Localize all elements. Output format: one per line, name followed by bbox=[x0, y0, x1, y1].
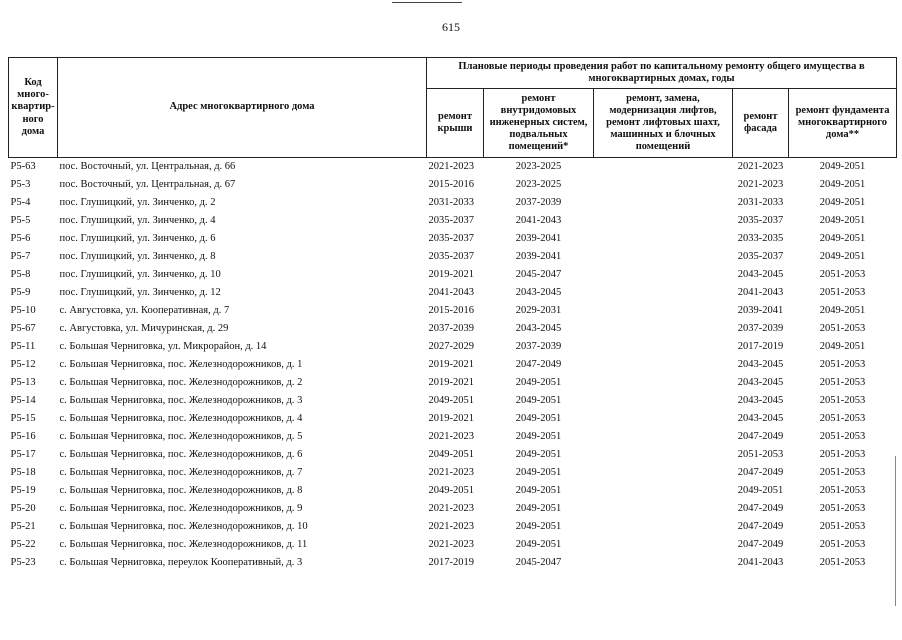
cell-address: пос. Глушицкий, ул. Зинченко, д. 2 bbox=[59, 196, 216, 208]
cell-lifts bbox=[594, 536, 733, 554]
cell-foundation: 2051-2053 bbox=[819, 466, 866, 478]
cell-roof: 2019-2021 bbox=[428, 376, 474, 388]
cell-facade: 2043-2045 bbox=[737, 376, 784, 388]
cell-code: Р5-63 bbox=[10, 160, 36, 172]
cell-lifts bbox=[594, 176, 733, 194]
cell-code: Р5-6 bbox=[10, 232, 31, 244]
cell-foundation: 2051-2053 bbox=[819, 394, 866, 406]
cell-roof: 2019-2021 bbox=[428, 268, 474, 280]
cell-address: с. Большая Черниговка, пос. Железнодорожников, д. 1 bbox=[59, 358, 303, 370]
cell-code: Р5-9 bbox=[10, 286, 31, 298]
cell-facade: 2049-2051 bbox=[737, 484, 784, 496]
cell-lifts bbox=[594, 428, 733, 446]
table-row bbox=[9, 302, 897, 320]
header-systems: ремонт внутридомовых инженерных систем, подвальных помещений* bbox=[484, 89, 594, 158]
cell-roof: 2021-2023 bbox=[428, 466, 474, 478]
cell-foundation: 2051-2053 bbox=[819, 502, 866, 514]
table-row bbox=[9, 464, 897, 482]
cell-systems: 2049-2051 bbox=[515, 538, 562, 550]
cell-lifts bbox=[594, 374, 733, 392]
cell-address: пос. Глушицкий, ул. Зинченко, д. 10 bbox=[59, 268, 221, 280]
cell-foundation: 2049-2051 bbox=[819, 340, 866, 352]
cell-foundation: 2049-2051 bbox=[819, 160, 866, 172]
table-row bbox=[9, 266, 897, 284]
cell-code: Р5-13 bbox=[10, 376, 36, 388]
cell-foundation: 2051-2053 bbox=[819, 286, 866, 298]
cell-facade: 2041-2043 bbox=[737, 556, 784, 568]
cell-foundation: 2051-2053 bbox=[819, 412, 866, 424]
cell-lifts bbox=[594, 158, 733, 177]
table-row bbox=[9, 248, 897, 266]
cell-code: Р5-7 bbox=[10, 250, 31, 262]
cell-systems: 2023-2025 bbox=[515, 178, 562, 190]
table-row bbox=[9, 176, 897, 194]
cell-roof: 2031-2033 bbox=[428, 196, 474, 208]
cell-roof: 2021-2023 bbox=[428, 520, 474, 532]
table-row bbox=[9, 320, 897, 338]
cell-foundation: 2049-2051 bbox=[819, 304, 866, 316]
header-code: Код много-квартир-ного дома bbox=[9, 58, 58, 158]
cell-systems: 2049-2051 bbox=[515, 430, 562, 442]
header-foundation: ремонт фундамента многоквартирного дома** bbox=[789, 89, 897, 158]
cell-systems: 2049-2051 bbox=[515, 466, 562, 478]
cell-roof: 2027-2029 bbox=[428, 340, 474, 352]
cell-lifts bbox=[594, 194, 733, 212]
table-body bbox=[9, 158, 897, 573]
cell-lifts bbox=[594, 518, 733, 536]
cell-roof: 2035-2037 bbox=[428, 214, 474, 226]
table-row bbox=[9, 374, 897, 392]
cell-foundation: 2051-2053 bbox=[819, 556, 866, 568]
cell-facade: 2037-2039 bbox=[737, 322, 784, 334]
table-row bbox=[9, 518, 897, 536]
cell-roof: 2021-2023 bbox=[428, 430, 474, 442]
table-row bbox=[9, 536, 897, 554]
cell-roof: 2019-2021 bbox=[428, 412, 474, 424]
cell-roof: 2037-2039 bbox=[428, 322, 474, 334]
table-row bbox=[9, 284, 897, 302]
table-row bbox=[9, 194, 897, 212]
cell-code: Р5-22 bbox=[10, 538, 36, 550]
cell-lifts bbox=[594, 248, 733, 266]
cell-lifts bbox=[594, 320, 733, 338]
cell-roof: 2021-2023 bbox=[428, 502, 474, 514]
cell-systems: 2047-2049 bbox=[515, 358, 562, 370]
cell-address: с. Большая Черниговка, пос. Железнодорожников, д. 10 bbox=[59, 520, 308, 532]
cell-roof: 2021-2023 bbox=[428, 538, 474, 550]
cell-lifts bbox=[594, 212, 733, 230]
cell-roof: 2035-2037 bbox=[428, 250, 474, 262]
table-row bbox=[9, 446, 897, 464]
cell-foundation: 2051-2053 bbox=[819, 358, 866, 370]
cell-roof: 2049-2051 bbox=[428, 394, 474, 406]
cell-roof: 2015-2016 bbox=[428, 304, 474, 316]
cell-address: с. Большая Черниговка, переулок Кооперативный, д. 3 bbox=[59, 556, 303, 568]
cell-systems: 2037-2039 bbox=[515, 196, 562, 208]
cell-systems: 2039-2041 bbox=[515, 232, 562, 244]
table-row bbox=[9, 500, 897, 518]
cell-facade: 2047-2049 bbox=[737, 430, 784, 442]
cell-facade: 2035-2037 bbox=[737, 214, 784, 226]
cell-roof: 2049-2051 bbox=[428, 448, 474, 460]
cell-code: Р5-12 bbox=[10, 358, 36, 370]
cell-address: с. Августовка, ул. Мичуринская, д. 29 bbox=[59, 322, 229, 334]
cell-code: Р5-11 bbox=[10, 340, 36, 352]
table-row bbox=[9, 230, 897, 248]
cell-systems: 2037-2039 bbox=[515, 340, 562, 352]
cell-foundation: 2051-2053 bbox=[819, 322, 866, 334]
cell-foundation: 2049-2051 bbox=[819, 214, 866, 226]
cell-roof: 2041-2043 bbox=[428, 286, 474, 298]
cell-lifts bbox=[594, 392, 733, 410]
cell-systems: 2029-2031 bbox=[515, 304, 562, 316]
cell-foundation: 2049-2051 bbox=[819, 178, 866, 190]
cell-address: с. Большая Черниговка, пос. Железнодорожников, д. 4 bbox=[59, 412, 303, 424]
cell-facade: 2043-2045 bbox=[737, 412, 784, 424]
cell-code: Р5-10 bbox=[10, 304, 36, 316]
top-rule bbox=[392, 2, 462, 3]
table-row bbox=[9, 428, 897, 446]
cell-lifts bbox=[594, 554, 733, 572]
cell-code: Р5-8 bbox=[10, 268, 31, 280]
cell-address: с. Августовка, ул. Кооперативная, д. 7 bbox=[59, 304, 230, 316]
cell-lifts bbox=[594, 356, 733, 374]
cell-code: Р5-4 bbox=[10, 196, 31, 208]
cell-facade: 2033-2035 bbox=[737, 232, 784, 244]
cell-systems: 2049-2051 bbox=[515, 376, 562, 388]
cell-code: Р5-16 bbox=[10, 430, 36, 442]
header-work-periods: Плановые периоды проведения работ по капитальному ремонту общего имущества в многоквартирных домах, годы bbox=[427, 58, 897, 89]
table-row bbox=[9, 356, 897, 374]
cell-address: пос. Глушицкий, ул. Зинченко, д. 8 bbox=[59, 250, 216, 262]
cell-roof: 2019-2021 bbox=[428, 358, 474, 370]
cell-facade: 2043-2045 bbox=[737, 394, 784, 406]
cell-lifts bbox=[594, 500, 733, 518]
cell-facade: 2039-2041 bbox=[737, 304, 784, 316]
cell-facade: 2043-2045 bbox=[737, 268, 784, 280]
cell-roof: 2049-2051 bbox=[428, 484, 474, 496]
cell-roof: 2017-2019 bbox=[428, 556, 474, 568]
cell-roof: 2015-2016 bbox=[428, 178, 474, 190]
cell-foundation: 2051-2053 bbox=[819, 268, 866, 280]
cell-lifts bbox=[594, 410, 733, 428]
cell-address: пос. Восточный, ул. Центральная, д. 66 bbox=[59, 160, 236, 172]
cell-code: Р5-17 bbox=[10, 448, 36, 460]
cell-foundation: 2051-2053 bbox=[819, 430, 866, 442]
cell-foundation: 2049-2051 bbox=[819, 250, 866, 262]
cell-systems: 2043-2045 bbox=[515, 286, 562, 298]
cell-lifts bbox=[594, 446, 733, 464]
scan-edge-mark bbox=[895, 456, 896, 606]
cell-address: пос. Глушицкий, ул. Зинченко, д. 4 bbox=[59, 214, 216, 226]
cell-code: Р5-14 bbox=[10, 394, 36, 406]
cell-address: с. Большая Черниговка, пос. Железнодорожников, д. 3 bbox=[59, 394, 303, 406]
cell-facade: 2021-2023 bbox=[737, 178, 784, 190]
header-facade: ремонт фасада bbox=[733, 89, 789, 158]
cell-code: Р5-23 bbox=[10, 556, 36, 568]
cell-foundation: 2051-2053 bbox=[819, 538, 866, 550]
cell-address: с. Большая Черниговка, пос. Железнодорожников, д. 2 bbox=[59, 376, 303, 388]
cell-lifts bbox=[594, 230, 733, 248]
cell-code: Р5-5 bbox=[10, 214, 31, 226]
table-row bbox=[9, 392, 897, 410]
cell-foundation: 2049-2051 bbox=[819, 196, 866, 208]
cell-systems: 2049-2051 bbox=[515, 448, 562, 460]
cell-code: Р5-67 bbox=[10, 322, 36, 334]
header-address: Адрес многоквартирного дома bbox=[58, 58, 427, 158]
cell-address: с. Большая Черниговка, пос. Железнодорожников, д. 5 bbox=[59, 430, 303, 442]
cell-address: с. Большая Черниговка, пос. Железнодорожников, д. 8 bbox=[59, 484, 303, 496]
repair-schedule-table bbox=[8, 57, 897, 572]
cell-address: пос. Глушицкий, ул. Зинченко, д. 6 bbox=[59, 232, 216, 244]
cell-systems: 2049-2051 bbox=[515, 484, 562, 496]
header-lifts: ремонт, замена, модернизация лифтов, ремонт лифтовых шахт, машинных и блочных помещений bbox=[594, 89, 733, 158]
cell-roof: 2035-2037 bbox=[428, 232, 474, 244]
cell-facade: 2051-2053 bbox=[737, 448, 784, 460]
cell-lifts bbox=[594, 464, 733, 482]
cell-code: Р5-20 bbox=[10, 502, 36, 514]
cell-facade: 2035-2037 bbox=[737, 250, 784, 262]
cell-lifts bbox=[594, 302, 733, 320]
cell-facade: 2017-2019 bbox=[737, 340, 784, 352]
cell-systems: 2023-2025 bbox=[515, 160, 562, 172]
cell-code: Р5-18 bbox=[10, 466, 36, 478]
table-row bbox=[9, 482, 897, 500]
page-number: 615 bbox=[442, 20, 460, 34]
cell-systems: 2049-2051 bbox=[515, 394, 562, 406]
cell-address: с. Большая Черниговка, пос. Железнодорожников, д. 9 bbox=[59, 502, 303, 514]
header-roof: ремонт крыши bbox=[427, 89, 484, 158]
cell-systems: 2049-2051 bbox=[515, 412, 562, 424]
cell-code: Р5-15 bbox=[10, 412, 36, 424]
cell-code: Р5-19 bbox=[10, 484, 36, 496]
cell-code: Р5-3 bbox=[10, 178, 31, 190]
cell-foundation: 2051-2053 bbox=[819, 448, 866, 460]
cell-facade: 2047-2049 bbox=[737, 520, 784, 532]
cell-facade: 2047-2049 bbox=[737, 538, 784, 550]
cell-facade: 2031-2033 bbox=[737, 196, 784, 208]
cell-systems: 2039-2041 bbox=[515, 250, 562, 262]
cell-code: Р5-21 bbox=[10, 520, 36, 532]
cell-address: пос. Восточный, ул. Центральная, д. 67 bbox=[59, 178, 236, 190]
cell-address: с. Большая Черниговка, пос. Железнодорожников, д. 11 bbox=[59, 538, 308, 550]
cell-lifts bbox=[594, 338, 733, 356]
cell-facade: 2047-2049 bbox=[737, 466, 784, 478]
cell-systems: 2045-2047 bbox=[515, 268, 562, 280]
cell-facade: 2021-2023 bbox=[737, 160, 784, 172]
cell-address: с. Большая Черниговка, ул. Микрорайон, д. 14 bbox=[59, 340, 267, 352]
cell-foundation: 2051-2053 bbox=[819, 484, 866, 496]
cell-lifts bbox=[594, 284, 733, 302]
cell-roof: 2021-2023 bbox=[428, 160, 474, 172]
cell-lifts bbox=[594, 482, 733, 500]
table-row bbox=[9, 554, 897, 572]
cell-foundation: 2049-2051 bbox=[819, 232, 866, 244]
cell-facade: 2043-2045 bbox=[737, 358, 784, 370]
cell-systems: 2049-2051 bbox=[515, 520, 562, 532]
cell-foundation: 2051-2053 bbox=[819, 376, 866, 388]
cell-foundation: 2051-2053 bbox=[819, 520, 866, 532]
table-row bbox=[9, 158, 897, 177]
cell-systems: 2041-2043 bbox=[515, 214, 562, 226]
cell-lifts bbox=[594, 266, 733, 284]
header-row-group bbox=[9, 58, 897, 89]
cell-facade: 2047-2049 bbox=[737, 502, 784, 514]
cell-systems: 2043-2045 bbox=[515, 322, 562, 334]
table-row bbox=[9, 410, 897, 428]
cell-address: с. Большая Черниговка, пос. Железнодорожников, д. 6 bbox=[59, 448, 303, 460]
cell-facade: 2041-2043 bbox=[737, 286, 784, 298]
cell-address: пос. Глушицкий, ул. Зинченко, д. 12 bbox=[59, 286, 221, 298]
table-row bbox=[9, 212, 897, 230]
cell-systems: 2045-2047 bbox=[515, 556, 562, 568]
cell-systems: 2049-2051 bbox=[515, 502, 562, 514]
cell-address: с. Большая Черниговка, пос. Железнодорожников, д. 7 bbox=[59, 466, 303, 478]
table-row bbox=[9, 338, 897, 356]
